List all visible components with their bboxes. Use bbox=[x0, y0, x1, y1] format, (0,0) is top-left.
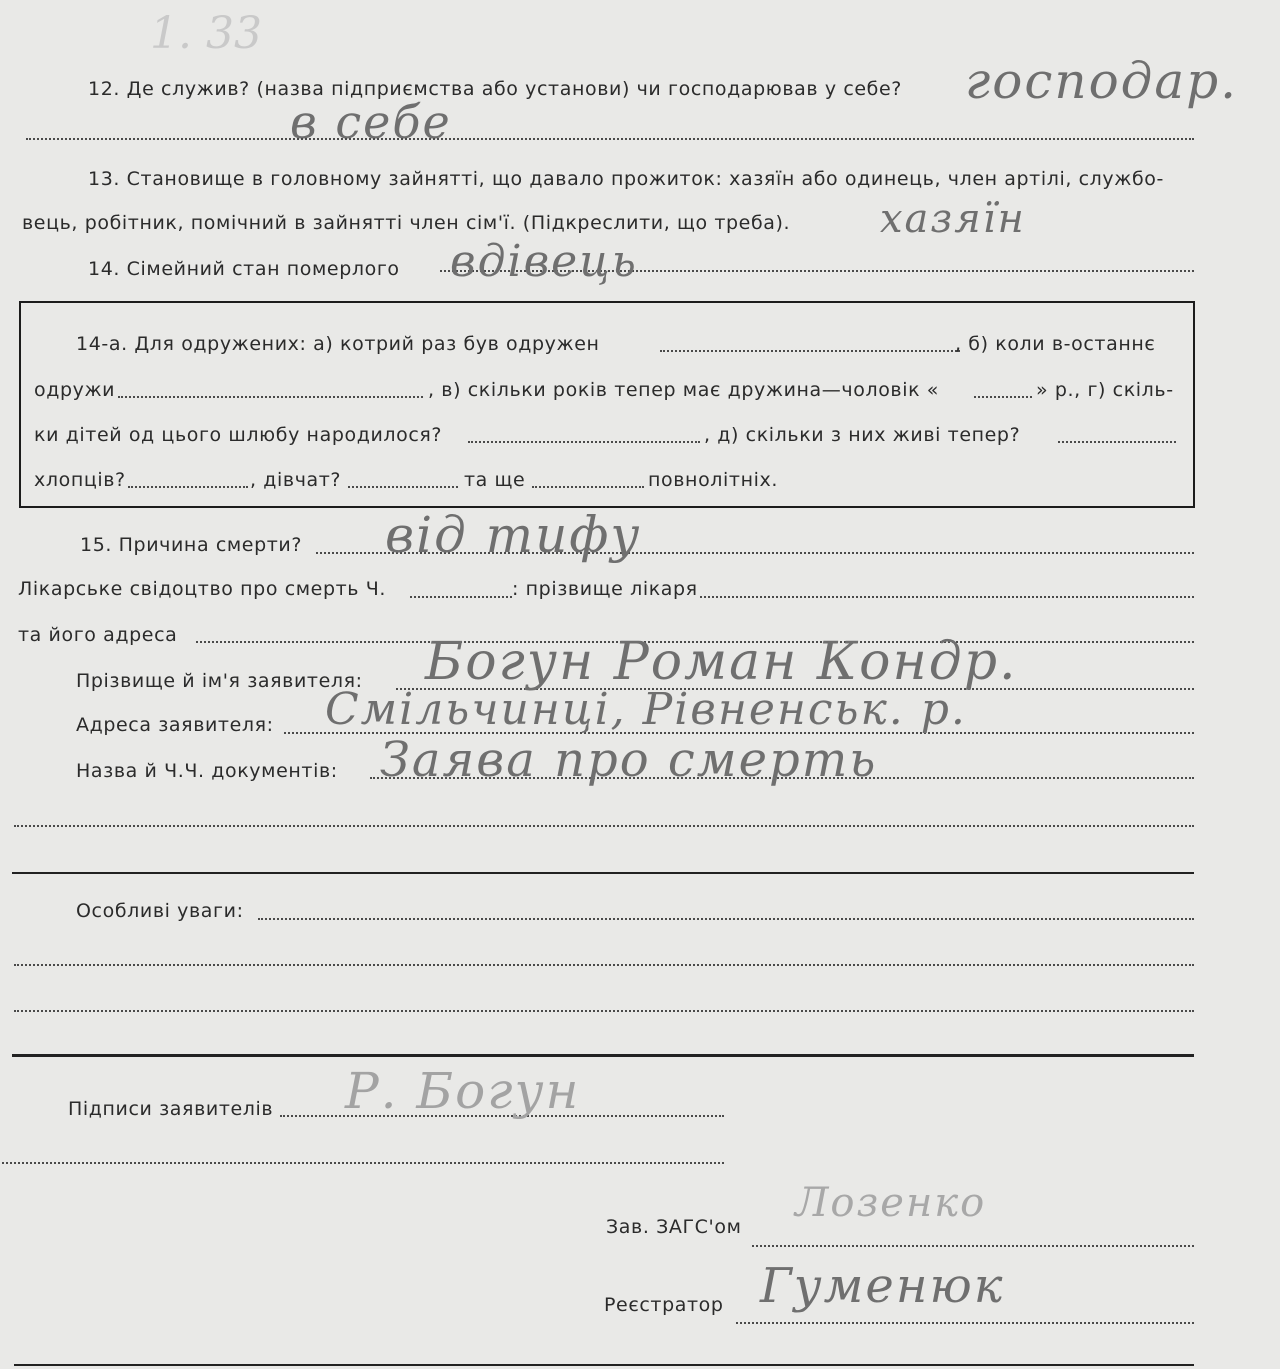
applicant-address-label: Адреса заявителя: bbox=[76, 714, 274, 736]
med-cert-doctor: : прізвище лікаря bbox=[512, 578, 698, 600]
q14a-row2-b: , в) скільки років тепер має дружина—чоловік « bbox=[428, 379, 940, 401]
q12-label: 12. Де служив? (назва підприємства або установи) чи господарював у себе? bbox=[88, 78, 902, 100]
q14-label: 14. Сімейний стан померлого bbox=[88, 258, 400, 280]
q14a-row4-c: та ще bbox=[464, 469, 526, 491]
q14a-row2-line1 bbox=[118, 396, 423, 398]
q14a-row4-b: , дівчат? bbox=[250, 469, 342, 491]
q14a-row3-a: ки дітей од цього шлюбу народилося? bbox=[34, 424, 443, 446]
q14a-row4-line3 bbox=[532, 486, 644, 488]
applicant-address-answer: Смільчинці, Рівненськ. р. bbox=[325, 684, 967, 735]
q12-answer-1: господар. bbox=[965, 52, 1239, 110]
signatures-answer: Р. Богун bbox=[345, 1062, 581, 1120]
applicant-name-answer: Богун Роман Кондр. bbox=[425, 632, 1018, 692]
bottom-edge-rule bbox=[14, 1364, 1194, 1366]
q14a-row4-d: повнолітніх. bbox=[648, 469, 778, 491]
q14a-row3-line1 bbox=[468, 441, 700, 443]
remarks-label: Особливі уваги: bbox=[76, 900, 244, 922]
signatures-line-2 bbox=[2, 1162, 724, 1164]
q14a-row4-line1 bbox=[128, 486, 248, 488]
q14a-row1-b: , б) коли в-останнє bbox=[955, 333, 1156, 355]
q14a-row1-line bbox=[660, 350, 960, 352]
q14a-row4-a: хлопців? bbox=[34, 469, 126, 491]
q14a-row2-c: » р., г) скіль- bbox=[1036, 379, 1174, 401]
q14a-row4-line2 bbox=[348, 486, 458, 488]
documents-label: Назва й Ч.Ч. документів: bbox=[76, 760, 338, 782]
q13-answer: хазяїн bbox=[880, 196, 1026, 242]
med-cert-line1 bbox=[410, 596, 512, 598]
registrar-label: Реєстратор bbox=[604, 1294, 724, 1316]
remarks-line-1 bbox=[258, 918, 1194, 920]
q14a-row3-b: , д) скільки з них живі тепер? bbox=[704, 424, 1021, 446]
divider-2 bbox=[12, 1054, 1194, 1057]
q12-answer-2: в себе bbox=[290, 95, 452, 149]
med-cert-label: Лікарське свідоцтво про смерть Ч. bbox=[18, 578, 386, 600]
q14a-row2-line2 bbox=[974, 396, 1032, 398]
documents-line-2 bbox=[14, 825, 1194, 827]
remarks-line-2 bbox=[14, 964, 1194, 966]
q15-answer: від тифу bbox=[385, 506, 642, 564]
remarks-line-3 bbox=[14, 1010, 1194, 1012]
q14a-row1-a: 14-а. Для одружених: а) котрий раз був одружен bbox=[76, 333, 600, 355]
q13-line1: 13. Становище в головному зайнятті, що давало прожиток: хазяїн або одинець, член артілі, службо- bbox=[88, 168, 1164, 190]
q12-line bbox=[26, 138, 1194, 140]
zags-label: Зав. ЗАГС'ом bbox=[606, 1216, 742, 1238]
registrar-line bbox=[736, 1322, 1194, 1324]
archive-mark: 1. 33 bbox=[150, 8, 262, 59]
q14-answer: вдівець bbox=[450, 236, 638, 287]
applicant-name-label: Прізвище й ім'я заявителя: bbox=[76, 670, 363, 692]
q15-label: 15. Причина смерти? bbox=[80, 534, 303, 556]
q14a-row3-line2 bbox=[1058, 441, 1176, 443]
signatures-label: Підписи заявителів bbox=[68, 1098, 274, 1120]
zags-line bbox=[752, 1245, 1194, 1247]
med-cert-line2 bbox=[700, 596, 1194, 598]
address-label: та його адреса bbox=[18, 624, 178, 646]
divider-1 bbox=[12, 872, 1194, 874]
registrar-answer: Гуменюк bbox=[760, 1258, 1005, 1314]
q14a-row2-a: одружи bbox=[34, 379, 116, 401]
zags-answer: Лозенко bbox=[795, 1180, 987, 1226]
q13-line2: вець, робітник, помічний в зайнятті член сім'ї. (Підкреслити, що треба). bbox=[22, 212, 791, 234]
documents-answer: Заява про смерть bbox=[380, 732, 878, 788]
